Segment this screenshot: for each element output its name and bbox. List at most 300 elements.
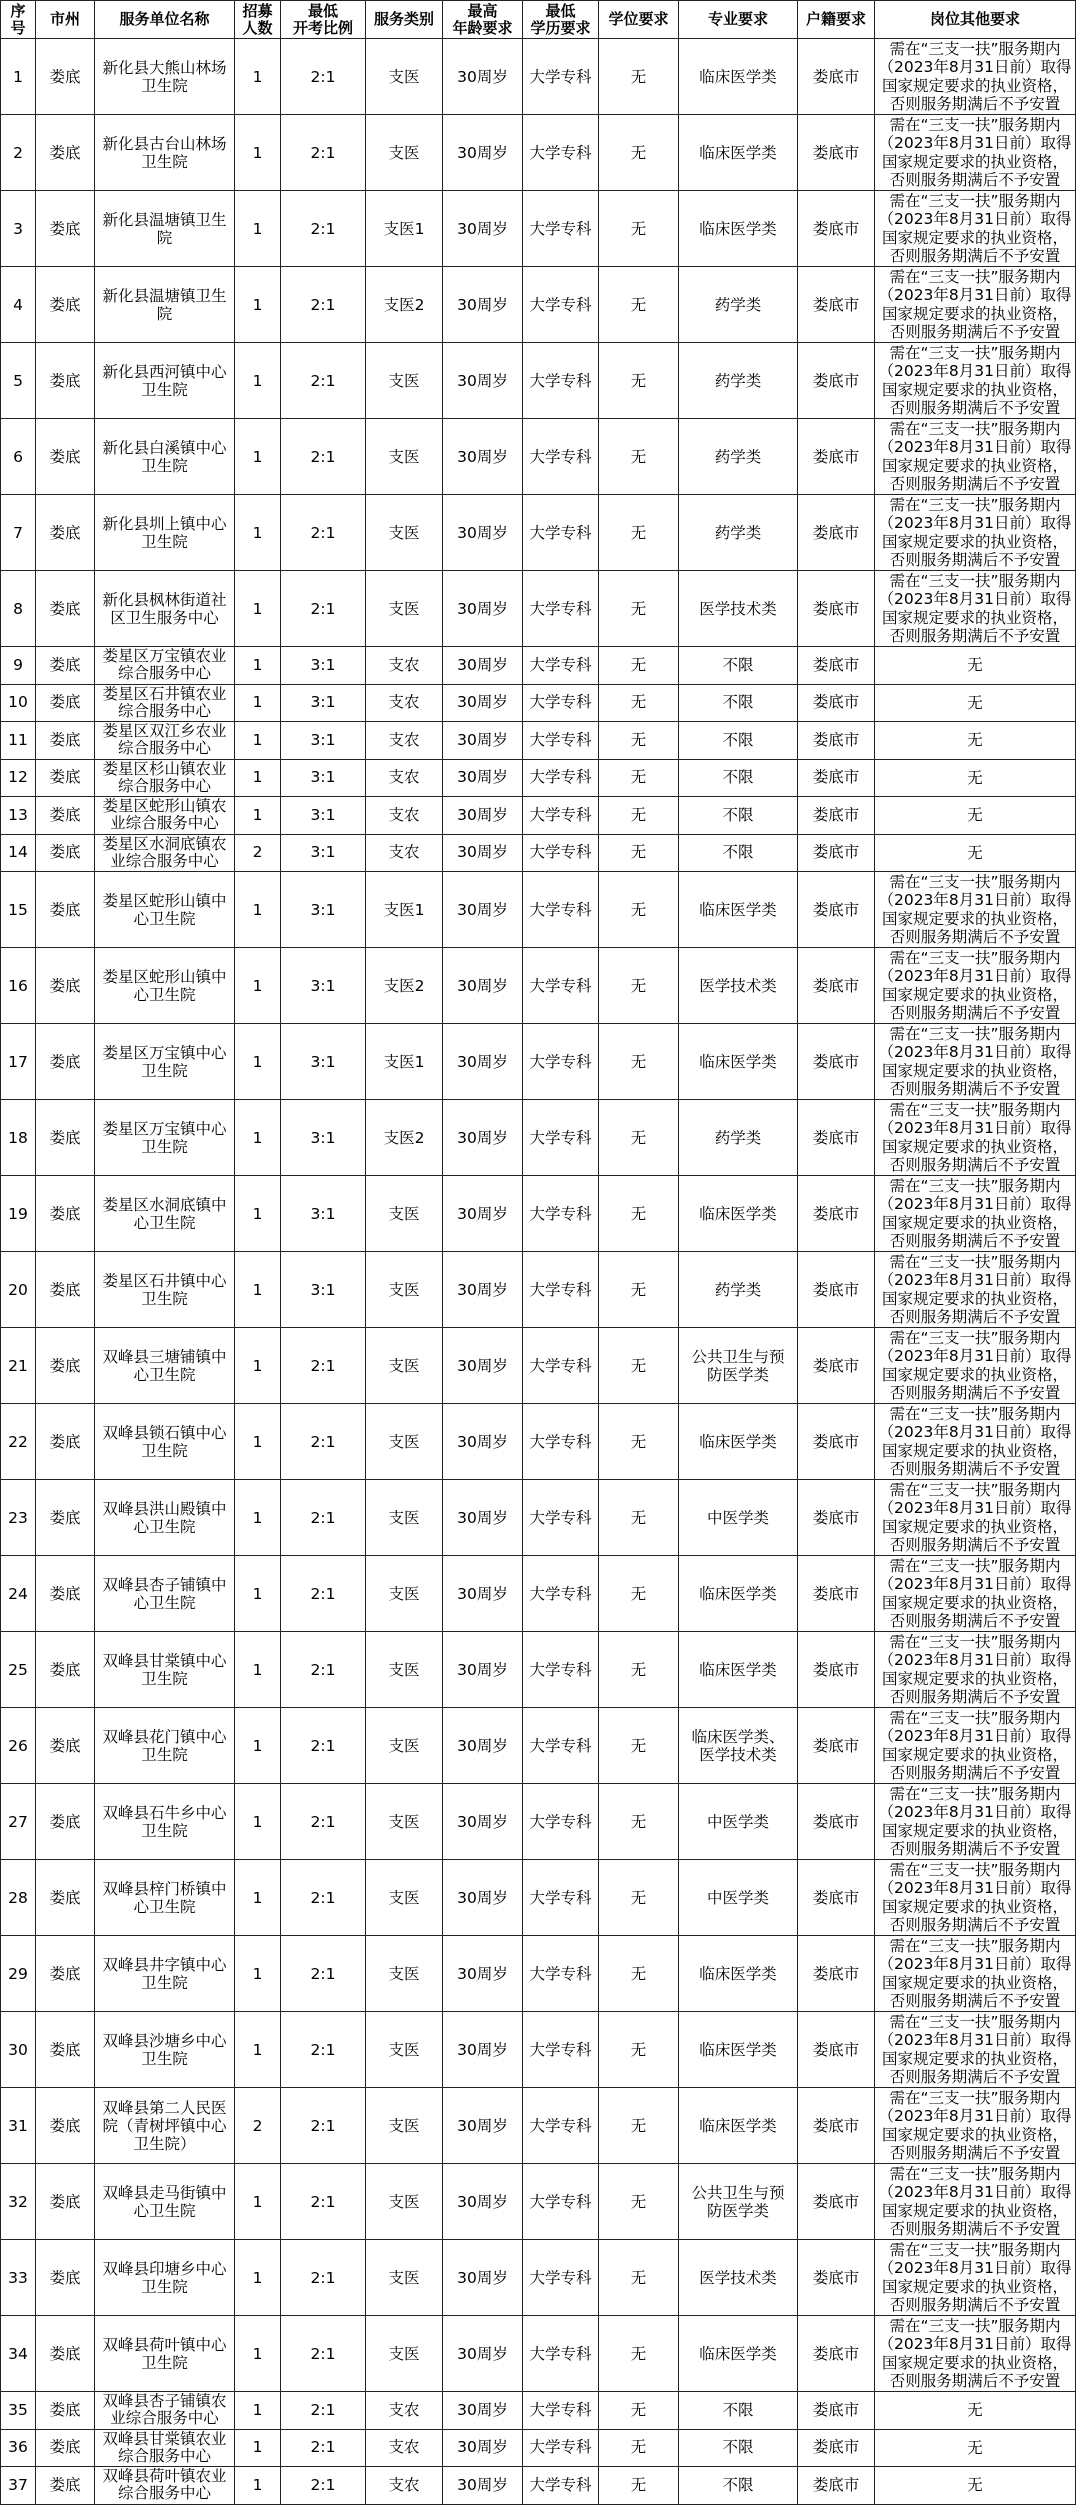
table-row	[1, 39, 1076, 115]
education-cell: 大学专科	[523, 948, 599, 1024]
major-cell	[679, 39, 798, 115]
recruit-count-cell: 1	[235, 2430, 281, 2468]
degree-cell: 无	[599, 1784, 679, 1860]
city-cell: 娄底	[36, 1480, 95, 1556]
hukou-cell: 娄底市	[798, 2012, 875, 2088]
service-category-cell: 支农	[366, 2467, 443, 2505]
city-cell: 娄底	[36, 647, 95, 685]
unit-name-cell	[95, 760, 235, 798]
recruit-count-cell: 1	[235, 419, 281, 495]
exam-ratio-cell: 2:1	[281, 1632, 366, 1708]
degree-cell: 无	[599, 872, 679, 948]
city-cell: 娄底	[36, 267, 95, 343]
degree-cell: 无	[599, 1708, 679, 1784]
age-limit-cell: 30周岁	[443, 1024, 523, 1100]
education-cell: 大学专科	[523, 419, 599, 495]
unit-name-cell	[95, 2430, 235, 2468]
hukou-cell: 娄底市	[798, 2467, 875, 2505]
age-limit-cell: 30周岁	[443, 722, 523, 760]
other-requirements-cell: 需在“三支一扶”服务期内 （2023年8月31日前）取得 国家规定要求的执业资格， 否则服务期满后不予安置	[875, 872, 1076, 948]
exam-ratio-cell: 2:1	[281, 1784, 366, 1860]
major-cell	[679, 948, 798, 1024]
table-row	[1, 685, 1076, 723]
other-requirements-cell: 无	[875, 2467, 1076, 2505]
recruit-count-cell: 1	[235, 760, 281, 798]
recruit-count-cell: 1	[235, 1936, 281, 2012]
other-requirements-cell: 需在“三支一扶”服务期内 （2023年8月31日前）取得 国家规定要求的执业资格， 否则服务期满后不予安置	[875, 1024, 1076, 1100]
recruit-count-cell: 1	[235, 797, 281, 835]
row-number-cell: 17	[1, 1024, 36, 1100]
unit-name-cell	[95, 948, 235, 1024]
degree-cell: 无	[599, 1936, 679, 2012]
hukou-cell: 娄底市	[798, 835, 875, 873]
major-text: 临床医学类	[699, 1964, 777, 1983]
service-category-cell: 支医	[366, 115, 443, 191]
age-limit-cell: 30周岁	[443, 267, 523, 343]
other-requirements-cell: 需在“三支一扶”服务期内 （2023年8月31日前）取得 国家规定要求的执业资格， 否则服务期满后不予安置	[875, 2240, 1076, 2316]
other-requirements-cell: 无	[875, 685, 1076, 723]
hukou-cell: 娄底市	[798, 760, 875, 798]
age-limit-cell: 30周岁	[443, 872, 523, 948]
hukou-cell: 娄底市	[798, 1252, 875, 1328]
table-row	[1, 1556, 1076, 1632]
table-row	[1, 1328, 1076, 1404]
unit-name-cell	[95, 2088, 235, 2164]
row-number-cell: 11	[1, 722, 36, 760]
service-category-cell: 支医2	[366, 948, 443, 1024]
service-category-cell: 支医	[366, 39, 443, 115]
row-number-cell: 9	[1, 647, 36, 685]
row-number-cell: 4	[1, 267, 36, 343]
row-number-cell: 27	[1, 1784, 36, 1860]
unit-name-text: 娄星区水洞底镇中心卫生院	[102, 1195, 227, 1232]
unit-name-cell	[95, 1024, 235, 1100]
age-limit-cell: 30周岁	[443, 2316, 523, 2392]
hukou-cell: 娄底市	[798, 1936, 875, 2012]
age-limit-cell: 30周岁	[443, 191, 523, 267]
other-requirements-cell: 无	[875, 2430, 1076, 2468]
major-cell	[679, 2240, 798, 2316]
unit-name-cell	[95, 1252, 235, 1328]
education-cell: 大学专科	[523, 1328, 599, 1404]
major-cell	[679, 1632, 798, 1708]
recruit-count-cell: 1	[235, 1176, 281, 1252]
major-cell	[679, 1936, 798, 2012]
age-limit-cell: 30周岁	[443, 2392, 523, 2430]
header-city: 市州	[36, 1, 95, 39]
recruit-count-cell: 2	[235, 835, 281, 873]
exam-ratio-cell: 2:1	[281, 1860, 366, 1936]
table-row	[1, 2430, 1076, 2468]
city-cell: 娄底	[36, 1708, 95, 1784]
exam-ratio-cell: 2:1	[281, 343, 366, 419]
exam-ratio-cell: 2:1	[281, 419, 366, 495]
exam-ratio-cell: 3:1	[281, 835, 366, 873]
major-text: 公共卫生与预防医学类	[691, 1347, 785, 1384]
degree-cell: 无	[599, 1632, 679, 1708]
other-requirements-cell: 需在“三支一扶”服务期内 （2023年8月31日前）取得 国家规定要求的执业资格， 否则服务期满后不予安置	[875, 343, 1076, 419]
exam-ratio-cell: 2:1	[281, 495, 366, 571]
degree-cell: 无	[599, 1860, 679, 1936]
degree-cell: 无	[599, 2430, 679, 2468]
service-category-cell: 支医1	[366, 1024, 443, 1100]
exam-ratio-cell: 2:1	[281, 2012, 366, 2088]
header-education: 最低 学历要求	[523, 1, 599, 39]
degree-cell: 无	[599, 267, 679, 343]
hukou-cell: 娄底市	[798, 647, 875, 685]
recruit-count-cell: 1	[235, 1556, 281, 1632]
unit-name-cell	[95, 685, 235, 723]
header-degree: 学位要求	[599, 1, 679, 39]
unit-name-cell	[95, 797, 235, 835]
major-text: 临床医学类	[699, 219, 777, 238]
unit-name-cell	[95, 571, 235, 647]
major-cell	[679, 1784, 798, 1860]
major-cell	[679, 571, 798, 647]
other-requirements-cell: 需在“三支一扶”服务期内 （2023年8月31日前）取得 国家规定要求的执业资格， 否则服务期满后不予安置	[875, 948, 1076, 1024]
degree-cell: 无	[599, 2392, 679, 2430]
exam-ratio-cell: 3:1	[281, 872, 366, 948]
other-requirements-cell: 需在“三支一扶”服务期内 （2023年8月31日前）取得 国家规定要求的执业资格， 否则服务期满后不予安置	[875, 495, 1076, 571]
education-cell: 大学专科	[523, 2164, 599, 2240]
service-category-cell: 支医	[366, 2316, 443, 2392]
table-row	[1, 760, 1076, 798]
table-row	[1, 1860, 1076, 1936]
recruit-count-cell: 1	[235, 2467, 281, 2505]
city-cell: 娄底	[36, 1632, 95, 1708]
degree-cell: 无	[599, 760, 679, 798]
row-number-cell: 25	[1, 1632, 36, 1708]
row-number-cell: 29	[1, 1936, 36, 2012]
recruit-count-cell: 1	[235, 1328, 281, 1404]
unit-name-text: 新化县大熊山林场卫生院	[102, 58, 227, 95]
service-category-cell: 支医	[366, 2240, 443, 2316]
major-cell	[679, 2392, 798, 2430]
major-text: 药学类	[714, 1280, 762, 1299]
unit-name-cell	[95, 1860, 235, 1936]
exam-ratio-cell: 2:1	[281, 191, 366, 267]
education-cell: 大学专科	[523, 760, 599, 798]
age-limit-cell: 30周岁	[443, 115, 523, 191]
exam-ratio-cell: 2:1	[281, 1404, 366, 1480]
unit-name-text: 娄星区双江乡农业综合服务中心	[102, 722, 227, 758]
row-number-cell: 33	[1, 2240, 36, 2316]
row-number-cell: 7	[1, 495, 36, 571]
recruit-count-cell: 1	[235, 2392, 281, 2430]
city-cell: 娄底	[36, 343, 95, 419]
service-category-cell: 支医	[366, 1328, 443, 1404]
unit-name-cell	[95, 2240, 235, 2316]
major-cell	[679, 1100, 798, 1176]
hukou-cell: 娄底市	[798, 2430, 875, 2468]
major-cell	[679, 2164, 798, 2240]
service-category-cell: 支农	[366, 685, 443, 723]
major-cell	[679, 1176, 798, 1252]
hukou-cell: 娄底市	[798, 1328, 875, 1404]
major-text: 药学类	[714, 447, 762, 466]
service-category-cell: 支农	[366, 722, 443, 760]
other-requirements-cell: 需在“三支一扶”服务期内 （2023年8月31日前）取得 国家规定要求的执业资格， 否则服务期满后不予安置	[875, 1936, 1076, 2012]
row-number-cell: 26	[1, 1708, 36, 1784]
major-text: 临床医学类	[699, 1660, 777, 1679]
education-cell: 大学专科	[523, 1176, 599, 1252]
row-number-cell: 5	[1, 343, 36, 419]
unit-name-text: 双峰县石牛乡中心卫生院	[102, 1803, 227, 1840]
unit-name-cell	[95, 495, 235, 571]
table-row	[1, 872, 1076, 948]
exam-ratio-cell: 3:1	[281, 1024, 366, 1100]
exam-ratio-cell: 3:1	[281, 722, 366, 760]
unit-name-text: 双峰县井字镇中心卫生院	[102, 1955, 227, 1992]
exam-ratio-cell: 2:1	[281, 2316, 366, 2392]
age-limit-cell: 30周岁	[443, 1860, 523, 1936]
exam-ratio-cell: 3:1	[281, 1252, 366, 1328]
education-cell: 大学专科	[523, 1024, 599, 1100]
unit-name-cell	[95, 1708, 235, 1784]
major-text: 不限	[722, 2438, 754, 2457]
age-limit-cell: 30周岁	[443, 1404, 523, 1480]
other-requirements-cell: 无	[875, 647, 1076, 685]
hukou-cell: 娄底市	[798, 419, 875, 495]
unit-name-text: 双峰县甘棠镇农业综合服务中心	[102, 2429, 227, 2465]
other-requirements-cell: 无	[875, 835, 1076, 873]
major-text: 中医学类	[706, 1508, 769, 1527]
row-number-cell: 35	[1, 2392, 36, 2430]
major-text: 不限	[722, 843, 754, 862]
degree-cell: 无	[599, 1024, 679, 1100]
city-cell: 娄底	[36, 1100, 95, 1176]
degree-cell: 无	[599, 685, 679, 723]
table-row	[1, 1480, 1076, 1556]
hukou-cell: 娄底市	[798, 39, 875, 115]
exam-ratio-cell: 3:1	[281, 948, 366, 1024]
unit-name-cell	[95, 1480, 235, 1556]
service-category-cell: 支农	[366, 2392, 443, 2430]
city-cell: 娄底	[36, 835, 95, 873]
row-number-cell: 12	[1, 760, 36, 798]
major-text: 不限	[722, 693, 754, 712]
age-limit-cell: 30周岁	[443, 2012, 523, 2088]
table-row	[1, 1252, 1076, 1328]
age-limit-cell: 30周岁	[443, 1708, 523, 1784]
exam-ratio-cell: 3:1	[281, 647, 366, 685]
exam-ratio-cell: 3:1	[281, 1100, 366, 1176]
recruit-count-cell: 1	[235, 571, 281, 647]
unit-name-cell	[95, 647, 235, 685]
major-cell	[679, 267, 798, 343]
hukou-cell: 娄底市	[798, 2316, 875, 2392]
degree-cell: 无	[599, 1176, 679, 1252]
city-cell: 娄底	[36, 1024, 95, 1100]
other-requirements-cell: 无	[875, 760, 1076, 798]
table-row	[1, 1100, 1076, 1176]
major-cell	[679, 722, 798, 760]
major-cell	[679, 2430, 798, 2468]
recruit-count-cell: 1	[235, 1100, 281, 1176]
education-cell: 大学专科	[523, 1480, 599, 1556]
education-cell: 大学专科	[523, 685, 599, 723]
service-category-cell: 支医	[366, 1252, 443, 1328]
unit-name-text: 娄星区万宝镇中心卫生院	[102, 1043, 227, 1080]
unit-name-cell	[95, 1784, 235, 1860]
age-limit-cell: 30周岁	[443, 2088, 523, 2164]
age-limit-cell: 30周岁	[443, 2240, 523, 2316]
unit-name-cell	[95, 267, 235, 343]
header-major: 专业要求	[679, 1, 798, 39]
age-limit-cell: 30周岁	[443, 571, 523, 647]
table-row	[1, 1936, 1076, 2012]
row-number-cell: 6	[1, 419, 36, 495]
city-cell: 娄底	[36, 1328, 95, 1404]
service-category-cell: 支医	[366, 2164, 443, 2240]
education-cell: 大学专科	[523, 1404, 599, 1480]
exam-ratio-cell: 2:1	[281, 2467, 366, 2505]
hukou-cell: 娄底市	[798, 1100, 875, 1176]
header-service-category: 服务类别	[366, 1, 443, 39]
unit-name-text: 双峰县荷叶镇农业综合服务中心	[102, 2467, 227, 2503]
unit-name-text: 新化县温塘镇卫生院	[102, 286, 227, 323]
age-limit-cell: 30周岁	[443, 419, 523, 495]
education-cell: 大学专科	[523, 2392, 599, 2430]
education-cell: 大学专科	[523, 39, 599, 115]
major-cell	[679, 647, 798, 685]
city-cell: 娄底	[36, 722, 95, 760]
major-cell	[679, 495, 798, 571]
unit-name-cell	[95, 1176, 235, 1252]
major-cell	[679, 2316, 798, 2392]
city-cell: 娄底	[36, 419, 95, 495]
unit-name-cell	[95, 419, 235, 495]
major-text: 中医学类	[706, 1888, 769, 1907]
age-limit-cell: 30周岁	[443, 1632, 523, 1708]
education-cell: 大学专科	[523, 1252, 599, 1328]
unit-name-cell	[95, 2316, 235, 2392]
unit-name-text: 娄星区万宝镇农业综合服务中心	[102, 647, 227, 683]
major-text: 药学类	[714, 523, 762, 542]
exam-ratio-cell: 2:1	[281, 2430, 366, 2468]
row-number-cell: 36	[1, 2430, 36, 2468]
row-number-cell: 30	[1, 2012, 36, 2088]
service-category-cell: 支农	[366, 2430, 443, 2468]
table-row	[1, 1176, 1076, 1252]
city-cell: 娄底	[36, 2012, 95, 2088]
recruit-count-cell: 1	[235, 39, 281, 115]
other-requirements-cell: 需在“三支一扶”服务期内 （2023年8月31日前）取得 国家规定要求的执业资格， 否则服务期满后不予安置	[875, 1784, 1076, 1860]
row-number-cell: 16	[1, 948, 36, 1024]
major-text: 临床医学类、医学技术类	[691, 1727, 785, 1764]
major-text: 临床医学类	[699, 900, 777, 919]
unit-name-cell	[95, 2392, 235, 2430]
education-cell: 大学专科	[523, 1632, 599, 1708]
row-number-cell: 19	[1, 1176, 36, 1252]
other-requirements-cell: 需在“三支一扶”服务期内 （2023年8月31日前）取得 国家规定要求的执业资格， 否则服务期满后不予安置	[875, 419, 1076, 495]
major-cell	[679, 835, 798, 873]
row-number-cell: 8	[1, 571, 36, 647]
education-cell: 大学专科	[523, 1556, 599, 1632]
education-cell: 大学专科	[523, 647, 599, 685]
unit-name-text: 娄星区万宝镇中心卫生院	[102, 1119, 227, 1156]
degree-cell: 无	[599, 2467, 679, 2505]
recruit-count-cell: 1	[235, 267, 281, 343]
unit-name-cell	[95, 1404, 235, 1480]
service-category-cell: 支医2	[366, 267, 443, 343]
other-requirements-cell: 需在“三支一扶”服务期内 （2023年8月31日前）取得 国家规定要求的执业资格， 否则服务期满后不予安置	[875, 39, 1076, 115]
service-category-cell: 支医	[366, 571, 443, 647]
hukou-cell: 娄底市	[798, 495, 875, 571]
education-cell: 大学专科	[523, 1860, 599, 1936]
unit-name-cell	[95, 2467, 235, 2505]
exam-ratio-cell: 2:1	[281, 1480, 366, 1556]
row-number-cell: 22	[1, 1404, 36, 1480]
other-requirements-cell: 需在“三支一扶”服务期内 （2023年8月31日前）取得 国家规定要求的执业资格， 否则服务期满后不予安置	[875, 1100, 1076, 1176]
row-number-cell: 15	[1, 872, 36, 948]
major-cell	[679, 191, 798, 267]
row-number-cell: 34	[1, 2316, 36, 2392]
city-cell: 娄底	[36, 39, 95, 115]
header-other-requirements: 岗位其他要求	[875, 1, 1076, 39]
other-requirements-cell: 需在“三支一扶”服务期内 （2023年8月31日前）取得 国家规定要求的执业资格， 否则服务期满后不予安置	[875, 115, 1076, 191]
hukou-cell: 娄底市	[798, 1176, 875, 1252]
table-row	[1, 1404, 1076, 1480]
age-limit-cell: 30周岁	[443, 1480, 523, 1556]
hukou-cell: 娄底市	[798, 872, 875, 948]
city-cell: 娄底	[36, 760, 95, 798]
exam-ratio-cell: 2:1	[281, 1708, 366, 1784]
row-number-cell: 3	[1, 191, 36, 267]
education-cell: 大学专科	[523, 495, 599, 571]
table-row	[1, 835, 1076, 873]
exam-ratio-cell: 2:1	[281, 2240, 366, 2316]
recruit-count-cell: 1	[235, 948, 281, 1024]
major-text: 医学技术类	[699, 2268, 777, 2287]
other-requirements-cell: 需在“三支一扶”服务期内 （2023年8月31日前）取得 国家规定要求的执业资格， 否则服务期满后不予安置	[875, 1480, 1076, 1556]
hukou-cell: 娄底市	[798, 115, 875, 191]
major-cell	[679, 1252, 798, 1328]
unit-name-cell	[95, 191, 235, 267]
major-text: 药学类	[714, 1128, 762, 1147]
recruit-count-cell: 1	[235, 2164, 281, 2240]
row-number-cell: 23	[1, 1480, 36, 1556]
exam-ratio-cell: 3:1	[281, 685, 366, 723]
degree-cell: 无	[599, 797, 679, 835]
table-row	[1, 2316, 1076, 2392]
exam-ratio-cell: 2:1	[281, 115, 366, 191]
major-text: 公共卫生与预防医学类	[691, 2183, 785, 2220]
major-cell	[679, 685, 798, 723]
recruit-count-cell: 1	[235, 1860, 281, 1936]
table-header-row	[1, 1, 1076, 39]
unit-name-text: 双峰县走马街镇中心卫生院	[102, 2183, 227, 2220]
table-row	[1, 115, 1076, 191]
unit-name-text: 双峰县三塘铺镇中心卫生院	[102, 1347, 227, 1384]
recruit-count-cell: 1	[235, 685, 281, 723]
unit-name-cell	[95, 1556, 235, 1632]
row-number-cell: 2	[1, 115, 36, 191]
city-cell: 娄底	[36, 685, 95, 723]
exam-ratio-cell: 2:1	[281, 571, 366, 647]
service-category-cell: 支医	[366, 1632, 443, 1708]
recruit-count-cell: 1	[235, 1404, 281, 1480]
major-cell	[679, 1556, 798, 1632]
table-row	[1, 2012, 1076, 2088]
degree-cell: 无	[599, 2012, 679, 2088]
service-category-cell: 支医	[366, 1936, 443, 2012]
city-cell: 娄底	[36, 115, 95, 191]
city-cell: 娄底	[36, 2164, 95, 2240]
service-category-cell: 支医	[366, 1480, 443, 1556]
age-limit-cell: 30周岁	[443, 343, 523, 419]
city-cell: 娄底	[36, 2467, 95, 2505]
